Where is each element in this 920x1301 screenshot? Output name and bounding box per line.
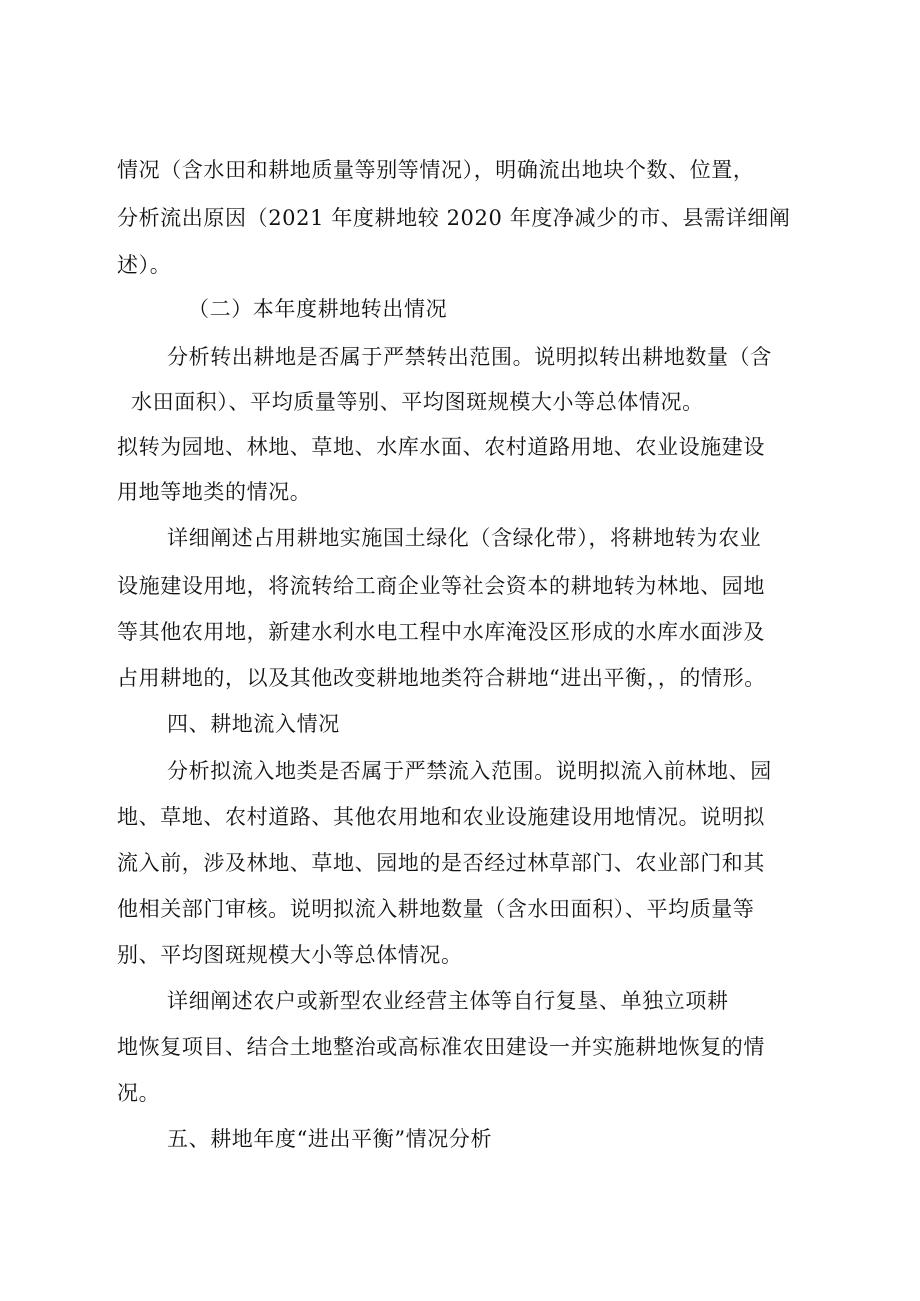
body-line: 情况（含水田和耕地质量等别等情况），明确流出地块个数、位置，: [117, 158, 755, 182]
body-line: 流入前，涉及林地、草地、园地的是否经过林草部门、农业部门和其: [117, 851, 765, 875]
body-line: 拟转为园地、林地、草地、水库水面、农村道路用地、农业设施建设: [117, 435, 765, 459]
body-line: 他相关部门审核。说明拟流入耕地数量（含水田面积）、平均质量等: [117, 897, 755, 921]
body-line: 占用耕地的，以及其他改变耕地地类符合耕地“进出平衡，，的情形。: [117, 666, 766, 690]
body-line: 详细阐述农户或新型农业经营主体等自行复垦、单独立项耕: [167, 989, 729, 1013]
body-line: 水田面积）、平均质量等别、平均图斑规模大小等总体情况。: [131, 390, 704, 414]
body-line: 分析转出耕地是否属于严禁转出范围。说明拟转出耕地数量（含: [167, 345, 772, 369]
body-line: 地恢复项目、结合土地整治或高标准农田建设一并实施耕地恢复的情: [117, 1035, 765, 1059]
body-line: 详细阐述占用耕地实施国土绿化（含绿化带），将耕地转为农业: [167, 526, 762, 550]
section-heading: 五、耕地年度“进出平衡”情况分析: [167, 1127, 493, 1151]
body-line: 分析拟流入地类是否属于严禁流入范围。说明拟流入前林地、园: [167, 759, 772, 783]
body-line: 别、平均图斑规模大小等总体情况。: [117, 943, 463, 967]
body-line: 等其他农用地，新建水利水电工程中水库淹没区形成的水库水面涉及: [117, 620, 765, 644]
body-line: 述）。: [117, 253, 172, 277]
body-line: 地、草地、农村道路、其他农用地和农业设施建设用地情况。说明拟: [117, 805, 765, 829]
body-line: 况。: [117, 1081, 161, 1105]
body-line: 设施建设用地，将流转给工商企业等社会资本的耕地转为林地、园地: [117, 574, 765, 598]
section-heading: （二）本年度耕地转出情况: [188, 297, 448, 321]
body-line: 用地等地类的情况。: [117, 480, 312, 504]
section-heading: 四、耕地流入情况: [167, 712, 340, 736]
body-line: 分析流出原因（2021 年度耕地较 2020 年度净减少的市、县需详细阐: [117, 206, 791, 230]
